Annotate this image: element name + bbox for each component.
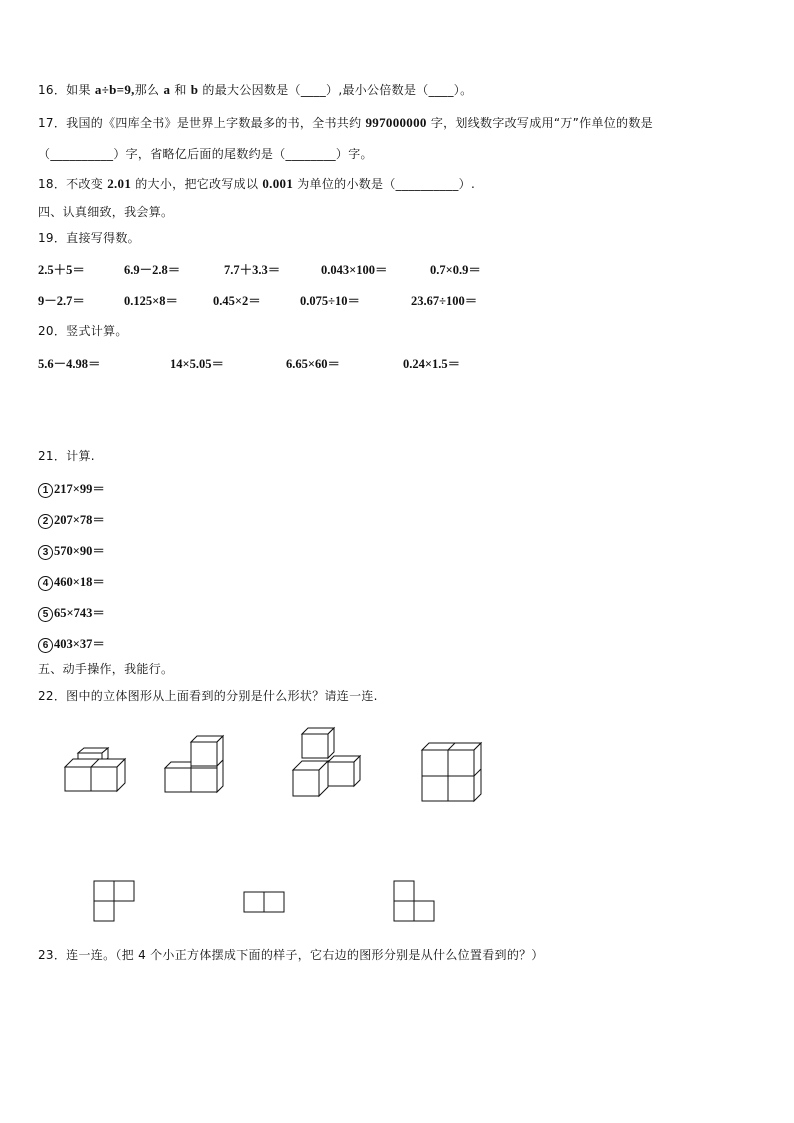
q19-expr: 6.9－2.8＝: [124, 263, 181, 277]
q20-expr: 14×5.05＝: [170, 357, 224, 371]
q19-expr: 0.45×2＝: [213, 294, 261, 308]
q19-expr: 0.075÷10＝: [300, 294, 360, 308]
question-22-title: 22．图中的立体图形从上面看到的分别是什么形状？请连一连.: [38, 689, 378, 703]
q19-expr: 0.125×8＝: [124, 294, 178, 308]
q19-expr: 2.5＋5＝: [38, 263, 85, 277]
solid-figure-3: [288, 725, 368, 805]
q21-item: 2 207×78＝: [38, 510, 105, 529]
q19-expr: 0.7×0.9＝: [430, 263, 481, 277]
solid-figure-2: [160, 732, 230, 802]
q21-item: 3 570×90＝: [38, 541, 105, 560]
circled-number: 6: [38, 638, 53, 653]
question-20-title: 20．竖式计算。: [38, 324, 128, 338]
q19-expr: 9－2.7＝: [38, 294, 85, 308]
q20-expr: 6.65×60＝: [286, 357, 340, 371]
top-view-shape-1: [93, 880, 138, 925]
q19-expr: 0.043×100＝: [321, 263, 388, 277]
question-number: 18．: [38, 177, 67, 191]
q19-expr: 23.67÷100＝: [411, 294, 478, 308]
answer-blank[interactable]: ________: [285, 147, 336, 161]
question-18: 18．不改变 2.01 的大小，把它改写成以 0.001 为单位的小数是（__________）.: [38, 176, 476, 191]
question-number: 17．: [38, 116, 67, 130]
circled-number: 2: [38, 514, 53, 529]
question-17-line-1: 17．我国的《四库全书》是世界上字数最多的书，全书共约 997000000 字，划线数字改写成用“万”作单位的数是: [38, 115, 653, 130]
circled-number: 4: [38, 576, 53, 591]
section-4-heading: 四、认真细致，我会算。: [38, 205, 174, 219]
question-16: 16．如果 a÷b=9,那么 a 和 b 的最大公因数是（____）,最小公倍数是（____）。: [38, 82, 473, 97]
circled-number: 3: [38, 545, 53, 560]
answer-blank[interactable]: ____: [428, 83, 454, 97]
circled-number: 5: [38, 607, 53, 622]
top-view-shape-3: [393, 880, 438, 925]
q21-item: 5 65×743＝: [38, 603, 105, 622]
solid-figure-1: [60, 745, 130, 805]
top-view-shape-2: [243, 891, 288, 916]
answer-blank[interactable]: __________: [395, 177, 459, 191]
q21-item: 4 460×18＝: [38, 572, 105, 591]
solid-figure-4: [417, 738, 487, 808]
question-17-line-2: （__________）字，省略亿后面的尾数约是（________）字。: [38, 147, 373, 161]
q20-expr: 0.24×1.5＝: [403, 357, 461, 371]
answer-blank[interactable]: ____: [300, 83, 327, 97]
question-21-title: 21．计算.: [38, 449, 95, 463]
question-23-title: 23．连一连。（把 4 个小正方体摆成下面的样子，它右边的图形分别是从什么位置看到的？）: [38, 948, 544, 962]
section-5-heading: 五、动手操作，我能行。: [38, 662, 174, 676]
q21-item: 6 403×37＝: [38, 634, 105, 653]
circled-number: 1: [38, 483, 53, 498]
answer-blank[interactable]: __________: [50, 147, 114, 161]
question-number: 16．: [38, 83, 67, 97]
q20-expr: 5.6－4.98＝: [38, 357, 101, 371]
q21-item: 1 217×99＝: [38, 479, 105, 498]
question-19-title: 19．直接写得数。: [38, 231, 140, 245]
q19-expr: 7.7＋3.3＝: [224, 263, 281, 277]
